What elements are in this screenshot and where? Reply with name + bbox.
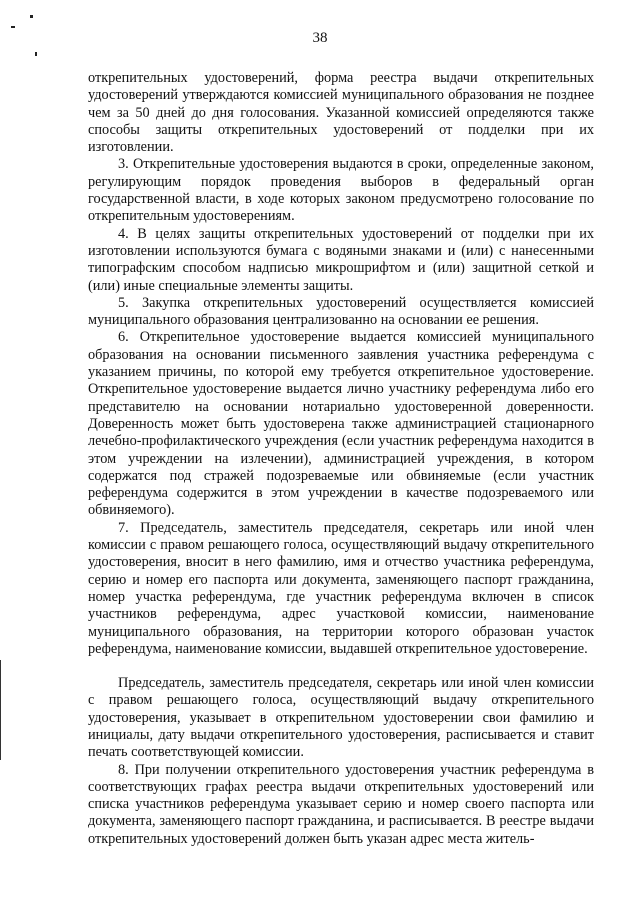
paragraph: 8. При получении открепительного удостоверения участник референдума в соответствующих графах реестра выдачи открепительных удостоверений или списка участников референдума указывает серию и номер своего паспорта или документа, заменяющего паспорт гражданина, и расписывается. В реестре выдачи открепительных удостоверений должен быть указан адрес места житель- [88, 761, 594, 847]
paragraph: открепительных удостоверений, форма реестра выдачи открепительных удостоверений утверждаются комиссией муниципального образования не позднее чем за 50 дней до дня голосования. Указанной комиссией определяются также способы защиты открепительных удостоверений от подделки при их изготовлении. [88, 70, 594, 156]
paragraph: 4. В целях защиты открепительных удостоверений от подделки при их изготовлении используются бумага с водяными знаками и (или) с нанесенными типографским способом надписью микрошрифтом и (или) защитной сеткой и (или) иные специальные элементы защиты. [88, 225, 594, 294]
scan-mark [35, 52, 37, 56]
scan-mark [30, 15, 33, 18]
paragraph: Председатель, заместитель председателя, секретарь или иной член комиссии с правом решающего голоса, осуществляющий выдачу открепительного удостоверения, указывает в открепительном удостоверении свои фамилию и инициалы, дату выдачи открепительного удостоверения, расписывается и ставит печать соответствующей комиссии. [88, 675, 594, 761]
paragraph: 5. Закупка открепительных удостоверений осуществляется комиссией муниципального образования централизованно на основании ее решения. [88, 294, 594, 329]
paragraph: 3. Открепительные удостоверения выдаются в сроки, определенные законом, регулирующим порядок проведения выборов в федеральный орган государственной власти, в ходе которых законом предусмотрено голосование по открепительным удостоверениям. [88, 156, 594, 225]
page-text [88, 70, 594, 848]
scan-mark [11, 26, 15, 28]
paragraph: 6. Открепительное удостоверение выдается комиссией муниципального образования на основании письменного заявления участника референдума с указанием причины, по которой ему требуется открепительное удостоверение. Открепительное удостоверение выдается лично участнику референдума либо его представителю на основании нотариально удостоверенной доверенности. Доверенность может быть удостоверена также администрацией стационарного лечебно-профилактического учреждения (если участник референдума находится в этом учреждении на излечении), администрацией учреждения, в котором содержатся под стражей подозреваемые или обвиняемые (если участник референдума содержится в этом учреждении в качестве подозреваемого или обвиняемого). [88, 329, 594, 519]
paragraph: 7. Председатель, заместитель председателя, секретарь или иной член комиссии с правом решающего голоса, осуществляющий выдачу открепительного удостоверения, вносит в него фамилию, имя и отчество участника референдума, серию и номер его паспорта или документа, заменяющего паспорт гражданина, номер участка референдума, где участник референдума включен в список участников референдума, адрес участковой комиссии, наименование муниципального образования, на территории которого образован участок референдума, наименование комиссии, выдавшей открепительное удостоверение. [88, 519, 594, 657]
scan-edge [0, 660, 1, 760]
page-number: 38 [312, 30, 328, 46]
